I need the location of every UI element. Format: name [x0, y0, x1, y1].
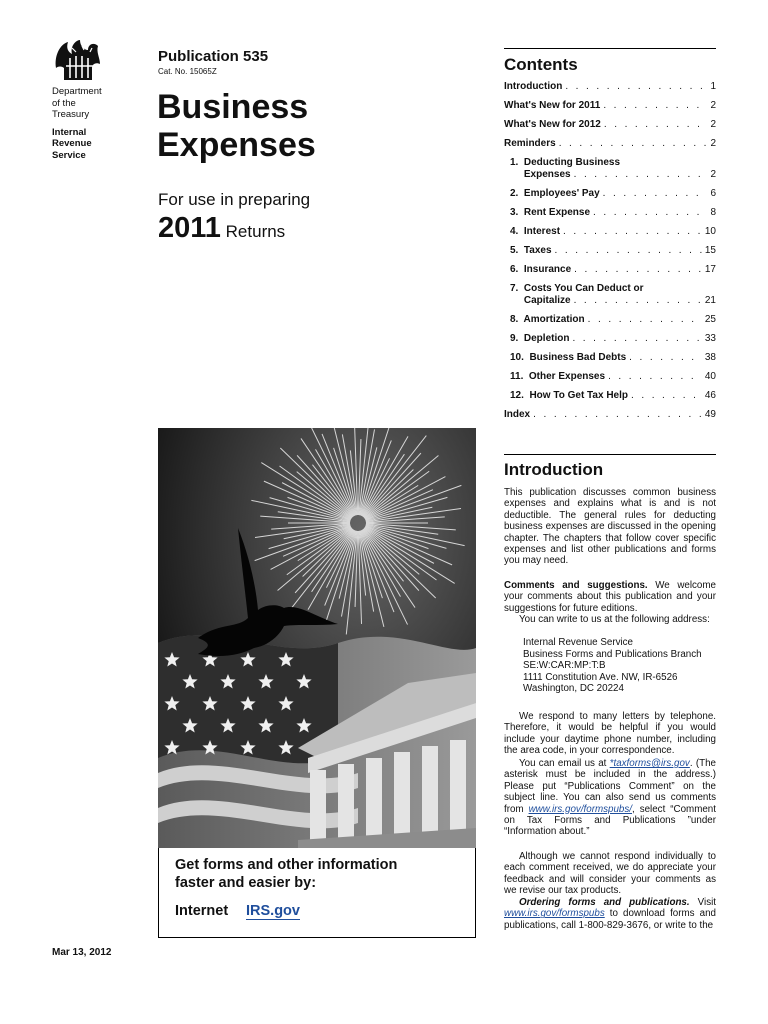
- email-link[interactable]: *taxforms@irs.gov: [609, 758, 690, 769]
- toc-page-number: 40: [704, 371, 716, 382]
- toc-page-number: 17: [704, 264, 716, 275]
- agency-bureau-line: Revenue: [52, 138, 92, 149]
- toc-entry[interactable]: [504, 100, 716, 112]
- toc-entry-label: 7. Costs You Can Deduct or: [510, 283, 644, 294]
- agency-department-line: Department: [52, 86, 102, 97]
- toc-page-number: 15: [704, 245, 716, 256]
- address-line: 1111 Constitution Ave. NW, IR-6526: [523, 671, 678, 683]
- toc-leader-dots: [563, 226, 702, 238]
- write-to-paragraph: You can write to us at the following address:: [519, 614, 710, 625]
- toc-entry-label: 8. Amortization: [510, 314, 585, 325]
- building-column: [338, 764, 354, 840]
- toc-page-number: 10: [704, 226, 716, 237]
- promo-line: Get forms and other information: [175, 857, 398, 873]
- irs-eagle-logo: [52, 38, 104, 84]
- toc-entry[interactable]: [504, 333, 716, 345]
- toc-leader-dots: [555, 245, 702, 257]
- toc-leader-dots: [588, 314, 702, 326]
- toc-leader-dots: [533, 409, 702, 421]
- address-line: Business Forms and Publications Branch: [523, 648, 702, 660]
- toc-page-number: 8: [710, 207, 716, 218]
- publication-date: Mar 13, 2012: [52, 947, 112, 958]
- toc-entry-label: Expenses: [510, 169, 571, 180]
- promo-line: faster and easier by:: [175, 875, 317, 891]
- title-line: Expenses: [157, 126, 316, 164]
- toc-leader-dots: [574, 169, 708, 181]
- toc-entry[interactable]: [504, 226, 716, 238]
- toc-entry[interactable]: [504, 371, 716, 383]
- toc-page-number: 38: [704, 352, 716, 363]
- catalog-number: Cat. No. 15065Z: [158, 67, 217, 76]
- toc-entry-label: What's New for 2012: [504, 119, 601, 130]
- toc-entry[interactable]: [504, 138, 716, 150]
- toc-leader-dots: [559, 138, 708, 150]
- toc-leader-dots: [572, 333, 701, 345]
- toc-page-number: 2: [710, 100, 716, 111]
- toc-leader-dots: [574, 295, 702, 307]
- formspubs-download-link[interactable]: www.irs.gov/formspubs: [504, 908, 605, 920]
- toc-leader-dots: [629, 352, 702, 364]
- toc-entry-label: 1. Deducting Business: [510, 157, 621, 168]
- toc-entry[interactable]: [504, 188, 716, 200]
- agency-bureau-line: Service: [52, 149, 86, 161]
- agency-department-line: of the: [52, 97, 76, 109]
- toc-entry-label: Introduction: [504, 81, 563, 92]
- toc-entry-label: 12. How To Get Tax Help: [510, 390, 628, 401]
- toc-entry-label: Index: [504, 409, 531, 420]
- toc-leader-dots: [593, 207, 707, 219]
- email-text: , select “Comment on Tax Forms and Publications ”under “Information about.”: [504, 803, 716, 838]
- toc-leader-dots: [604, 119, 708, 131]
- toc-entry[interactable]: [504, 283, 716, 307]
- agency-department-line: Treasury: [52, 109, 90, 120]
- comments-text: We welcome your comments about this publication and your suggestions for future editions.: [504, 580, 716, 614]
- toc-entry[interactable]: [504, 119, 716, 131]
- introduction-heading: Introduction: [504, 460, 604, 479]
- feedback-paragraph: Although we cannot respond individually to each comment received, we do appreciate your feedback and will consider your comments as we revise our tax products.: [504, 851, 716, 897]
- document-title: [157, 88, 316, 164]
- toc-entry-label: 5. Taxes: [510, 245, 552, 256]
- tax-year-line: [158, 212, 285, 245]
- toc-leader-dots: [603, 100, 707, 112]
- building-column: [422, 746, 438, 840]
- toc-leader-dots: [565, 81, 707, 93]
- formspubs-link[interactable]: www.irs.gov/formspubs/: [528, 803, 633, 815]
- toc-entry-label: 11. Other Expenses: [510, 371, 606, 382]
- building-column: [394, 752, 410, 840]
- irs-gov-link[interactable]: IRS.gov: [246, 903, 300, 919]
- toc-page-number: 1: [710, 81, 716, 92]
- address-line: SE:W:CAR:MP:T:B: [523, 660, 606, 672]
- toc-entry-label: 3. Rent Expense: [510, 207, 591, 218]
- contents-rule: [504, 48, 716, 49]
- toc-page-number: 25: [704, 314, 716, 325]
- toc-leader-dots: [608, 371, 702, 383]
- address-line: Internal Revenue Service: [523, 637, 634, 648]
- address-line: Washington, DC 20224: [523, 683, 624, 695]
- intro-paragraph: This publication discusses common business expenses and explains what is and is not deductible. The general rules for deducting business expenses are discussed in the opening chapter. The chapters that follow cover specific expenses and list other publications and forms you may need.: [504, 487, 716, 567]
- email-text: You can email us at: [519, 758, 610, 769]
- agency-bureau-line: Internal: [52, 126, 87, 138]
- comments-paragraph: [504, 580, 716, 614]
- toc-leader-dots: [631, 390, 702, 402]
- toc-leader-dots: [603, 188, 708, 200]
- toc-entry[interactable]: [504, 314, 716, 326]
- toc-entry[interactable]: [504, 352, 716, 364]
- comments-heading: Comments and suggestions.: [504, 580, 648, 591]
- toc-entry[interactable]: [504, 81, 716, 93]
- toc-page-number: 21: [704, 295, 716, 306]
- intro-rule: [504, 454, 716, 455]
- building-column: [366, 758, 382, 840]
- toc-entry-label: Reminders: [504, 138, 556, 149]
- cover-illustration: [158, 428, 476, 848]
- toc-entry[interactable]: [504, 245, 716, 257]
- telephone-paragraph: We respond to many letters by telephone. Therefore, it would be helpful if you would include your daytime phone number, including the area code, in your correspondence.: [504, 711, 716, 757]
- toc-page-number: 49: [704, 409, 716, 420]
- toc-entry[interactable]: [504, 409, 716, 421]
- toc-entry-label: What's New for 2011: [504, 100, 601, 111]
- table-of-contents: [504, 81, 716, 421]
- toc-entry[interactable]: [504, 157, 716, 181]
- returns-label: Returns: [225, 222, 286, 241]
- toc-entry-label: 4. Interest: [510, 226, 561, 237]
- tax-year: 2011: [158, 212, 221, 244]
- toc-leader-dots: [574, 264, 702, 276]
- toc-page-number: 46: [704, 390, 716, 401]
- toc-page-number: 6: [710, 188, 716, 199]
- ordering-paragraph: [504, 897, 716, 931]
- toc-entry-label: 6. Insurance: [510, 264, 572, 275]
- promo-panel: [158, 848, 476, 938]
- email-text: . (The asterisk must be included in the address.) Please put “Publications Comment” on the subject line. You can also send us comments from: [504, 758, 716, 815]
- toc-entry[interactable]: [504, 264, 716, 276]
- email-paragraph: [504, 758, 716, 838]
- toc-entry-label: 10. Business Bad Debts: [510, 352, 627, 363]
- ordering-heading: Ordering forms and publications.: [519, 897, 690, 908]
- agency-block: [52, 86, 132, 161]
- toc-page-number: 33: [704, 333, 716, 344]
- contents-heading: Contents: [504, 55, 578, 74]
- for-use-text: For use in preparing: [158, 190, 311, 209]
- toc-entry[interactable]: [504, 390, 716, 402]
- ordering-text: Visit: [689, 897, 716, 908]
- ordering-text: to download forms and publications, call 1-800-829-3676, or write to the: [504, 908, 716, 931]
- promo-text: [175, 856, 465, 892]
- toc-entry-label: 2. Employees' Pay: [510, 188, 600, 199]
- toc-entry-label: 9. Depletion: [510, 333, 570, 344]
- toc-page-number: 2: [710, 119, 716, 130]
- title-line: Business: [157, 88, 309, 126]
- building-column: [310, 770, 326, 840]
- toc-page-number: 2: [710, 169, 716, 180]
- internet-label: Internet: [175, 903, 229, 919]
- publication-number: Publication 535: [158, 48, 269, 65]
- toc-page-number: 2: [710, 138, 716, 149]
- building-column: [450, 740, 466, 840]
- toc-entry[interactable]: [504, 207, 716, 219]
- toc-entry-label: Capitalize: [510, 295, 571, 306]
- mailing-address: [523, 637, 702, 695]
